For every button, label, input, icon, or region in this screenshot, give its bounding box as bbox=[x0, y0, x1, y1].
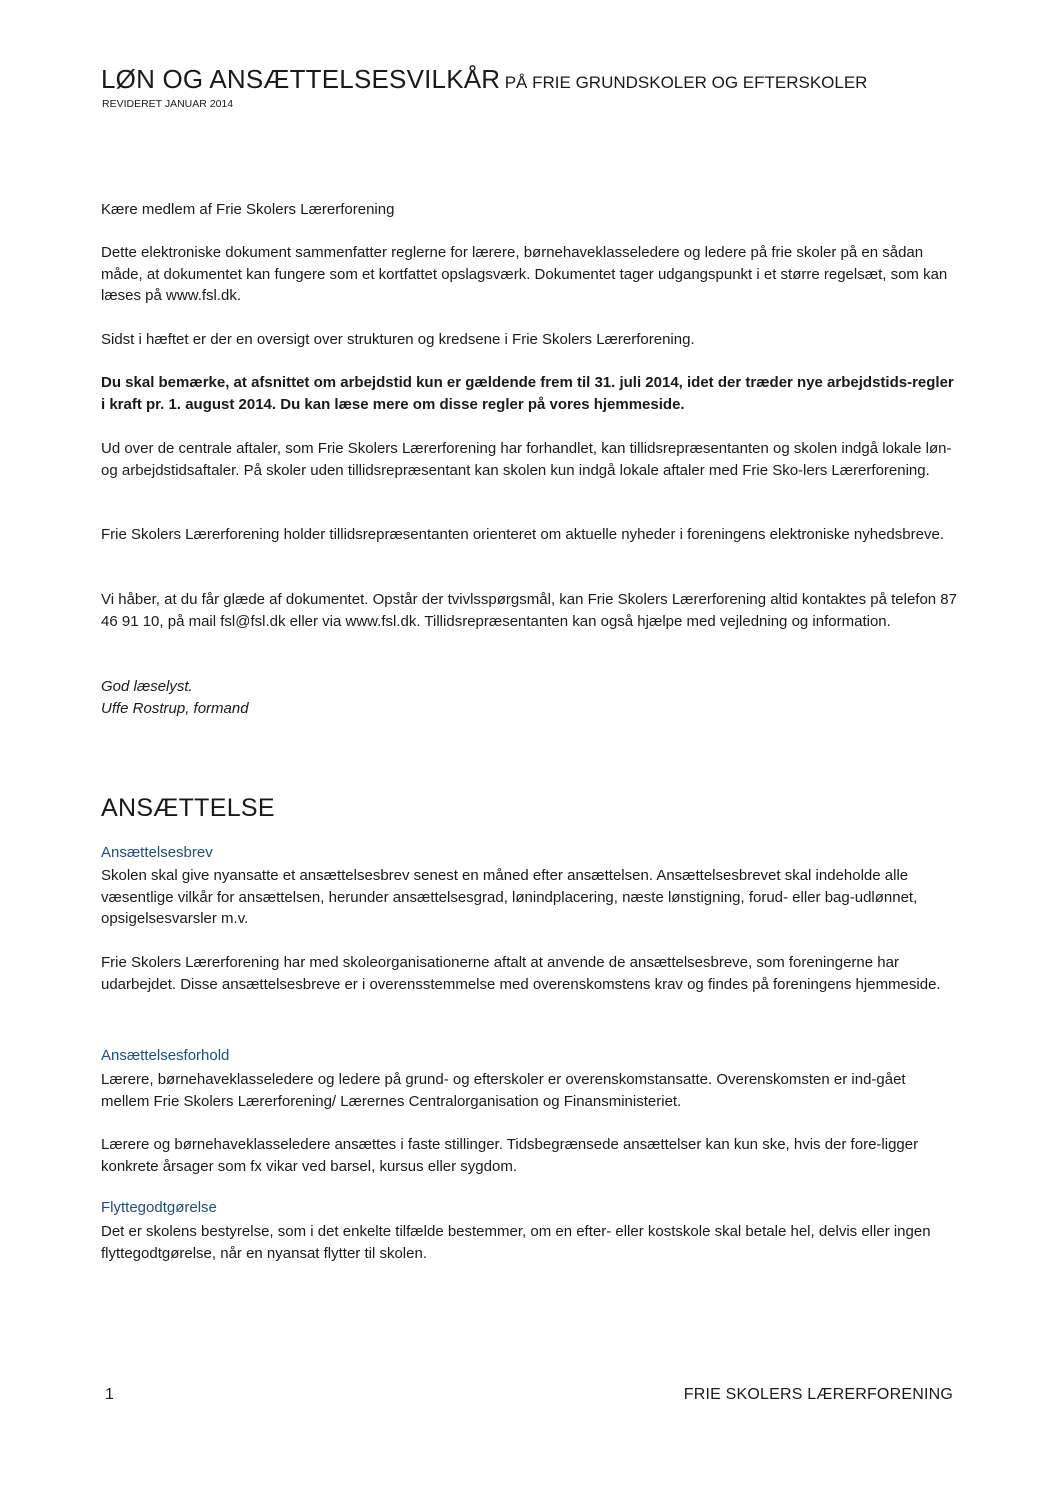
intro-paragraph-2 bbox=[101, 329, 957, 351]
intro-paragraph-1 bbox=[101, 242, 957, 307]
signature: Uffe Rostrup, formand bbox=[101, 699, 249, 717]
intro-greeting bbox=[101, 199, 957, 221]
intro-paragraph-4 bbox=[101, 438, 957, 481]
paragraph: Lærere og børnehaveklasseledere ansættes i faste stillinger. Tidsbegrænsede ansættelser kan kun ske, hvis der fore-ligger konkrete årsager som fx vikar ved barsel, kursus eller sygdom. bbox=[101, 1136, 919, 1175]
paragraph: Sidst i hæftet er der en oversigt over strukturen og kredsene i Frie Skolers Lærerforening. bbox=[101, 331, 695, 348]
paragraph: Lærere, børnehaveklasseledere og ledere på grund- og efterskoler er overenskomstansatte. Overenskomsten er ind-gået mellem Frie Skolers Lærerforening/ Lærernes Centralorganisation og Finansministeriet. bbox=[101, 1071, 906, 1110]
title-sub: PÅ FRIE GRUNDSKOLER OG EFTERSKOLER bbox=[504, 73, 868, 92]
subheading-ansaettelsesbrev: Ansættelsesbrev bbox=[101, 844, 213, 861]
paragraph: Dette elektroniske dokument sammenfatter reglerne for lærere, børnehaveklasseledere og ledere på frie skoler på en sådan måde, at dokumentet kan fungere som et kortfattet opslagsværk. Dokumentet tager udgangspunkt i et større regelsæt, som kan læses på www.fsl.dk. bbox=[101, 244, 948, 305]
title-main: LØN OG ANSÆTTELSESVILKÅR bbox=[101, 64, 501, 94]
greeting: Kære medlem af Frie Skolers Lærerforening bbox=[101, 201, 395, 218]
closing: God læselyst. bbox=[101, 678, 193, 695]
ansaettelsesforhold-paragraph-1 bbox=[101, 1069, 957, 1112]
page-number: 1 bbox=[105, 1386, 114, 1403]
ansaettelsesforhold-paragraph-2 bbox=[101, 1134, 957, 1177]
section-heading: ANSÆTTELSE bbox=[101, 794, 275, 822]
paragraph: Ud over de centrale aftaler, som Frie Skolers Lærerforening har forhandlet, kan tillidsrepræsentanten og skolen indgå lokale løn- og arbejdstidsaftaler. På skoler uden tillidsrepræsentant kan skolen kun indgå lokale aftaler med Frie Sko-lers Lærerforening. bbox=[101, 440, 952, 479]
revision-date: REVIDERET JANUAR 2014 bbox=[102, 98, 234, 110]
ansaettelsesbrev-paragraph-1 bbox=[101, 865, 957, 930]
paragraph: Det er skolens bestyrelse, som i det enkelte tilfælde bestemmer, om en efter- eller kostskole skal betale hel, delvis eller ingen flyttegodtgørelse, når en nyansat flytter til skolen. bbox=[101, 1223, 931, 1262]
paragraph: Frie Skolers Lærerforening har med skoleorganisationerne aftalt at anvende de ansættelsesbreve, som foreningerne har udarbejdet. Disse ansættelsesbreve er i overensstemmelse med overenskomstens krav og findes på foreningens hjemmeside. bbox=[101, 954, 941, 993]
subheading-flyttegodtgoerelse: Flyttegodtgørelse bbox=[101, 1199, 217, 1216]
flyttegodtgoerelse-paragraph-1 bbox=[101, 1221, 957, 1264]
footer-organization: FRIE SKOLERS LÆRERFORENING bbox=[683, 1386, 953, 1403]
paragraph: Frie Skolers Lærerforening holder tillidsrepræsentanten orienteret om aktuelle nyheder i foreningens elektroniske nyhedsbreve. bbox=[101, 526, 944, 543]
document-title bbox=[101, 64, 1001, 95]
subheading-ansaettelsesforhold: Ansættelsesforhold bbox=[101, 1047, 230, 1064]
paragraph: Vi håber, at du får glæde af dokumentet. Opstår der tvivlsspørgsmål, kan Frie Skolers Lærerforening altid kontaktes på telefon 87 46 91 10, på mail fsl@fsl.dk eller via www.fsl.dk. Tillidsrepræsentanten kan også hjælpe med vejledning og information. bbox=[101, 591, 957, 630]
ansaettelsesbrev-paragraph-2 bbox=[101, 952, 957, 995]
paragraph: Skolen skal give nyansatte et ansættelsesbrev senest en måned efter ansættelsen. Ansættelsesbrevet skal indeholde alle væsentlige vilkår for ansættelsen, herunder ansættelsesgrad, lønindplacering, næste lønstigning, forud- eller bag-udlønnet, opsigelsesvarsler m.v. bbox=[101, 867, 918, 928]
intro-paragraph-6 bbox=[101, 589, 957, 632]
intro-paragraph-5 bbox=[101, 524, 957, 546]
intro-notice bbox=[101, 372, 957, 415]
paragraph: Du skal bemærke, at afsnittet om arbejdstid kun er gældende frem til 31. juli 2014, idet der træder nye arbejdstids-regler i kraft pr. 1. august 2014. Du kan læse mere om disse regler på vores hjemmeside. bbox=[101, 374, 954, 413]
closing-block bbox=[101, 676, 957, 719]
